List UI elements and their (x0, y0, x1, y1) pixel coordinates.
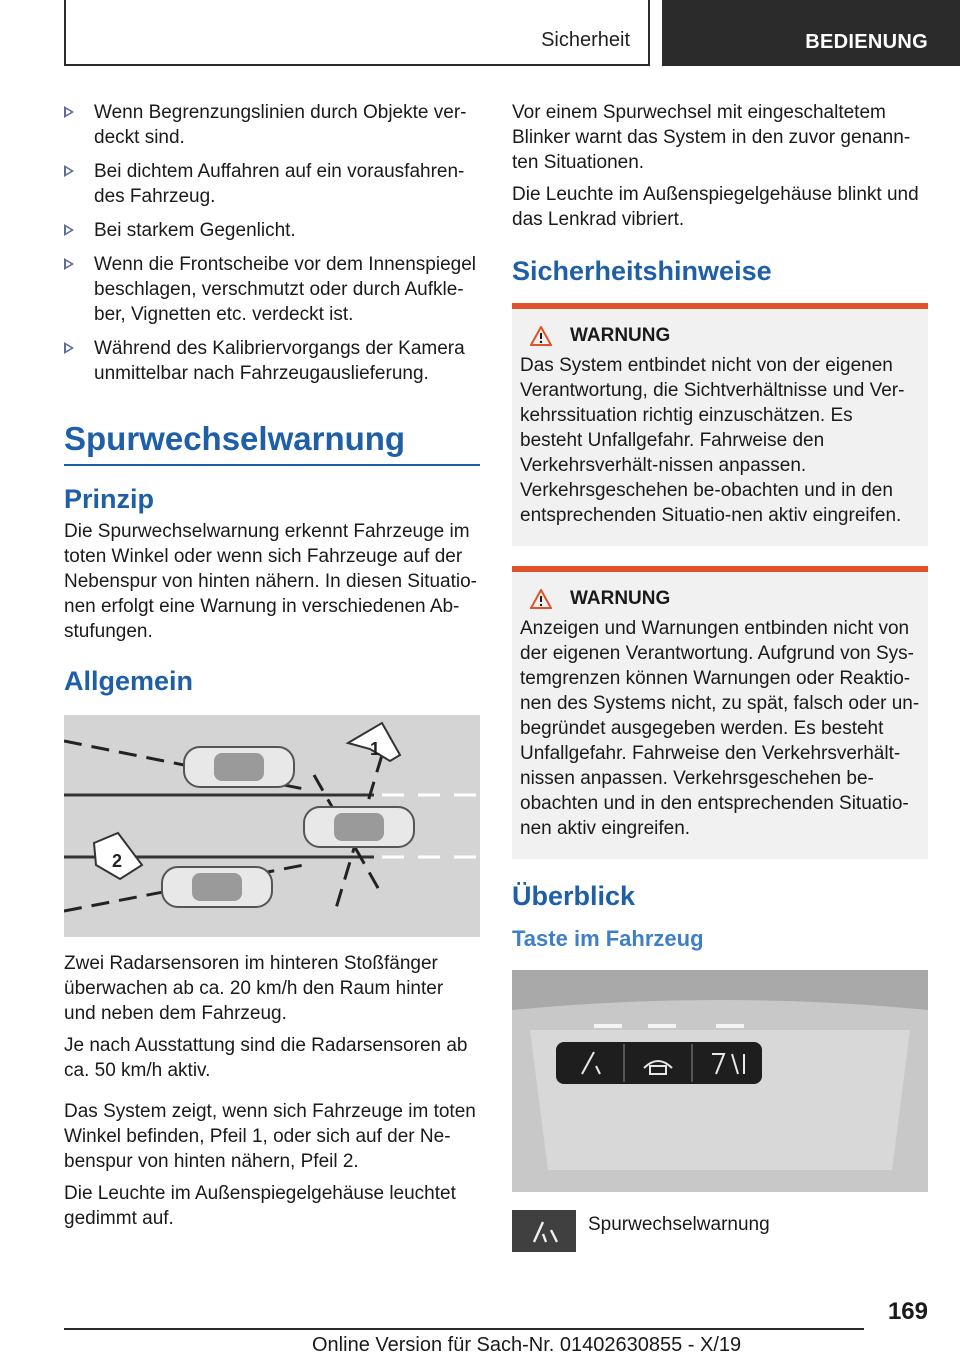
overview-heading: Überblick (512, 881, 636, 911)
bullet-triangle-icon (64, 165, 74, 177)
online-version-text: Online Version für Sach-Nr. 01402630855 - X/19 (312, 1334, 742, 1356)
warning-box (512, 303, 928, 546)
header-section-box (64, 0, 650, 66)
car-icon (162, 867, 272, 907)
safety-heading: Sicherheitshinweise (512, 256, 772, 286)
condition-list (64, 100, 480, 386)
button-heading: Taste im Fahrzeug (512, 926, 704, 951)
paragraph-light: Die Leuchte im Außenspiegelgehäuse leuchtet gedimmt auf. (64, 1183, 456, 1229)
warning-title: WARNUNG (570, 325, 671, 346)
road-diagram (64, 715, 480, 937)
principle-text: Die Spurwechselwarnung erkennt Fahrzeuge im toten Winkel oder wenn sich Fahrzeuge auf der Nebenspur von hinten nähern. In diesen Situatio‐nen erfolgt eine Warnung in verschiedenen Ab‐stufungen. (64, 521, 477, 642)
left-column (64, 100, 480, 1238)
header-chapter-title: BEDIENUNG (805, 31, 928, 53)
car-icon (184, 747, 294, 787)
main-heading: Spurwechselwarnung (64, 420, 480, 466)
intro-paragraph: Vor einem Spurwechsel mit eingeschaltetem Blinker warnt das System in den zuvor genann‐ten Situationen. (512, 102, 911, 173)
bullet-triangle-icon (64, 342, 74, 354)
list-item: Wenn Begrenzungslinien durch Objekte ver‐deckt sind. (64, 100, 480, 150)
list-item: Bei dichtem Auffahren auf ein vorausfahren‐des Fahrzeug. (64, 159, 480, 209)
right-column (512, 100, 928, 1252)
vehicle-button-photo (512, 970, 928, 1192)
bullet-triangle-icon (64, 106, 74, 118)
intro-paragraph: Die Leuchte im Außenspiegelgehäuse blinkt und das Lenkrad vibriert. (512, 184, 919, 230)
list-item: Wenn die Frontscheibe vor dem Innenspiegel beschlagen, verschmutzt oder durch Aufkle‐ber, Vignetten etc. verdeckt ist. (64, 252, 480, 327)
general-heading: Allgemein (64, 666, 194, 696)
lane-change-button-icon (512, 1210, 576, 1252)
header-section-title: Sicherheit (541, 29, 630, 51)
paragraph-equipment: Je nach Ausstattung sind die Radarsensoren ab ca. 50 km/h aktiv. (64, 1035, 468, 1081)
principle-heading: Prinzip (64, 484, 155, 514)
paragraph-display: Das System zeigt, wenn sich Fahrzeuge im toten Winkel befinden, Pfeil 1, oder sich auf der Ne‐benspur von hinten nähern, Pfeil 2. (64, 1101, 476, 1172)
page-number: 169 (887, 1298, 928, 1325)
header-chapter-box (662, 0, 960, 66)
svg-text:1: 1 (370, 739, 381, 759)
lane-change-illustration (64, 715, 480, 937)
warning-triangle-icon (530, 326, 552, 346)
button-panel-illustration (512, 970, 928, 1192)
button-legend (512, 1210, 928, 1252)
bullet-triangle-icon (64, 258, 74, 270)
list-item: Während des Kalibriervorgangs der Kamera unmittelbar nach Fahrzeugauslieferung. (64, 336, 480, 386)
warning-triangle-icon (530, 589, 552, 609)
list-item: Bei starkem Gegenlicht. (64, 218, 480, 243)
bullet-triangle-icon (64, 224, 74, 236)
warning-title: WARNUNG (570, 588, 671, 609)
car-icon (304, 807, 414, 847)
legend-label: Spurwechselwarnung (588, 1214, 770, 1235)
svg-text:2: 2 (112, 851, 123, 871)
warning-text: Anzeigen und Warnungen entbinden nicht von der eigenen Verantwortung. Aufgrund von Sys‐temgrenzen können Warnungen oder Reaktio‐nen des Systems nicht, zu spät, falsch oder un‐begründet ausgegeben werden. Es besteht Unfallgefahr. Fahrweise den Verkehrsverhält‐nissen anpassen. Verkehrsgeschehen be‐obachten und in den entsprechenden Situatio‐nen aktiv eingreifen. (520, 618, 920, 839)
warning-text: Das System entbindet nicht von der eigenen Verantwortung, die Sichtverhältnisse und Ver‐kehrssituation richtig einzuschätzen. Es besteht Unfallgefahr. Fahrweise den Verkehrsverhält‐nissen anpassen. Verkehrsgeschehen be‐obachten und in den entsprechenden Situatio‐nen aktiv eingreifen. (520, 355, 905, 526)
warning-box (512, 566, 928, 859)
paragraph-sensors: Zwei Radarsensoren im hinteren Stoßfänger überwachen ab ca. 20 km/h den Raum hinter und neben dem Fahrzeug. (64, 953, 444, 1024)
footer-divider (64, 1328, 864, 1330)
